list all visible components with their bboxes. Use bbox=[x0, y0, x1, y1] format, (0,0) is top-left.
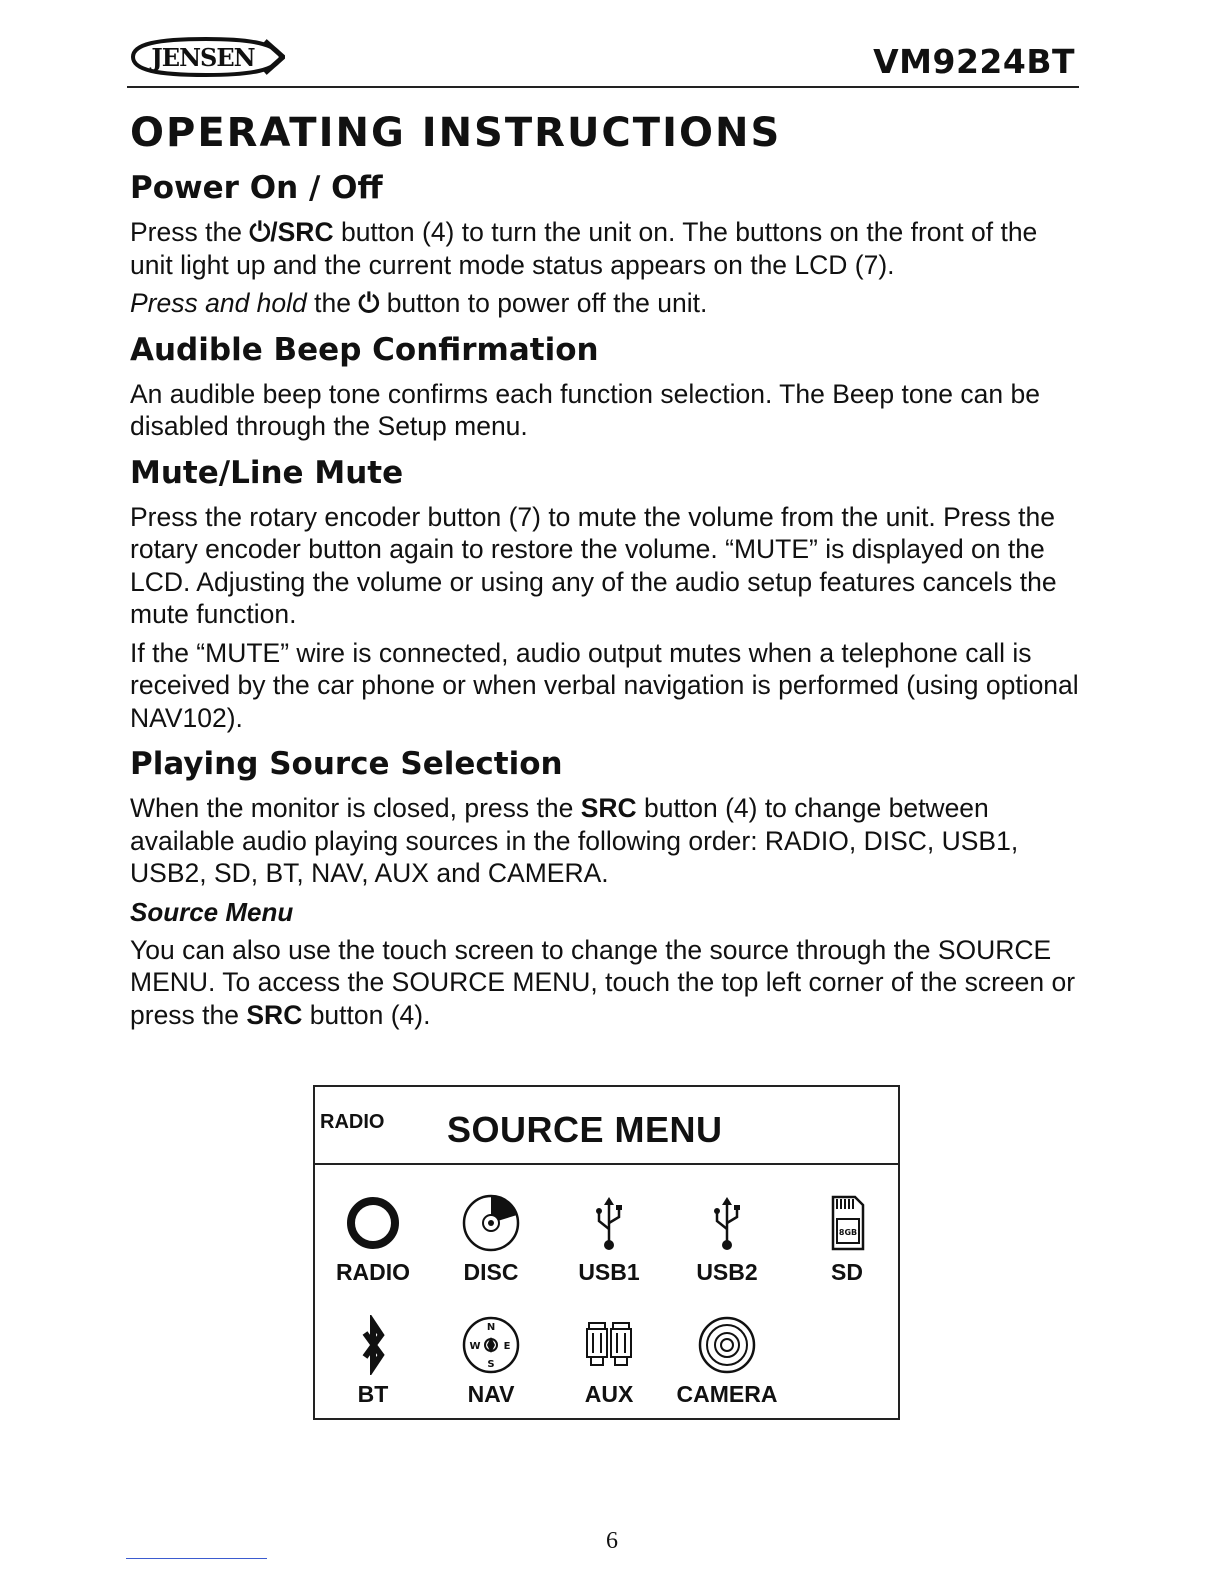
paragraph: If the “MUTE” wire is connected, audio output mutes when a telephone call is received by the car phone or when verbal navigation is performed (using optional NAV102). bbox=[130, 637, 1079, 733]
svg-text:8GB: 8GB bbox=[838, 1228, 858, 1237]
paragraph: Press the rotary encoder button (7) to mute the volume from the unit. Press the rotary encoder button again to restore the volume. “MUTE” is displayed on the LCD. Adjusting the volume or using any of the audio setup features cancels the mute function. bbox=[130, 501, 1057, 629]
power-button-ref: ⏻ bbox=[358, 288, 380, 318]
text: Press and hold bbox=[130, 288, 307, 318]
text: button (4). bbox=[302, 999, 431, 1030]
model-number: VM9224BT bbox=[873, 42, 1075, 81]
source-label: NAV bbox=[467, 1381, 515, 1407]
svg-text:S: S bbox=[487, 1359, 495, 1370]
text: button (4) to turn the unit on. The buttons on the front of the unit light up and the current mode status appears on the LCD (7). bbox=[130, 217, 1038, 280]
text: Press the bbox=[130, 217, 250, 247]
jensen-logo bbox=[127, 36, 285, 83]
svg-text:JENSEN: JENSEN bbox=[151, 43, 255, 72]
section-power bbox=[130, 170, 1080, 320]
section-beep bbox=[130, 332, 1080, 443]
text: When the monitor is closed, press the bbox=[130, 793, 581, 823]
section-source bbox=[130, 746, 1080, 1031]
source-menu-title: SOURCE MENU bbox=[447, 1109, 723, 1150]
text: the bbox=[306, 288, 359, 318]
power-src-button-ref: ⏻/SRC bbox=[249, 217, 334, 247]
paragraph: An audible beep tone confirms each function selection. The Beep tone can be disabled through the Setup menu. bbox=[130, 378, 1040, 441]
source-tile-nav[interactable] bbox=[436, 1315, 546, 1408]
page-number: 6 bbox=[606, 1528, 618, 1554]
source-label: CAMERA bbox=[676, 1381, 778, 1407]
subsection-heading: Source Menu bbox=[130, 896, 294, 927]
src-button-ref: SRC bbox=[580, 793, 637, 823]
source-label: RADIO bbox=[335, 1259, 411, 1285]
footer-divider bbox=[126, 1558, 267, 1559]
source-tile-camera[interactable] bbox=[672, 1315, 782, 1408]
svg-text:W: W bbox=[469, 1341, 481, 1352]
source-tile-bt[interactable] bbox=[318, 1315, 428, 1408]
aux-icon bbox=[579, 1315, 639, 1375]
section-heading: Audible Beep Confirmation bbox=[130, 331, 599, 368]
page-content bbox=[130, 110, 1080, 1043]
section-heading: Playing Source Selection bbox=[130, 746, 563, 782]
radio-icon bbox=[343, 1193, 403, 1253]
paragraph bbox=[130, 216, 1080, 281]
source-tile-sd[interactable] bbox=[792, 1193, 902, 1286]
source-label: SD bbox=[831, 1259, 863, 1285]
current-source-label[interactable]: RADIO bbox=[320, 1111, 385, 1133]
bluetooth-icon bbox=[343, 1315, 403, 1375]
source-label: USB1 bbox=[578, 1259, 640, 1285]
disc-icon bbox=[461, 1193, 521, 1253]
source-tile-disc[interactable] bbox=[436, 1193, 546, 1286]
text: button to power off the unit. bbox=[379, 288, 708, 318]
src-button-ref: SRC bbox=[246, 999, 303, 1030]
camera-icon bbox=[697, 1315, 757, 1375]
section-mute bbox=[130, 455, 1080, 735]
source-tile-usb1[interactable] bbox=[554, 1193, 664, 1286]
source-label: USB2 bbox=[696, 1259, 758, 1285]
svg-text:N: N bbox=[486, 1322, 496, 1333]
page-title: OPERATING INSTRUCTIONS bbox=[130, 110, 782, 156]
page-header bbox=[127, 36, 1079, 88]
section-heading: Power On / Off bbox=[130, 170, 383, 206]
text: You can also use the touch screen to change the source through the SOURCE MENU. To access the SOURCE MENU, touch the top left corner of the screen or press the bbox=[130, 934, 1076, 1030]
text: button (4) to change between available audio playing sources in the following order: RADIO, DISC, USB1, USB2, SD, BT, NAV, AUX and CAMERA. bbox=[130, 793, 1019, 888]
source-tile-aux[interactable] bbox=[554, 1315, 664, 1408]
sd-card-icon bbox=[817, 1193, 877, 1253]
source-menu-header bbox=[315, 1087, 898, 1165]
section-heading: Mute/Line Mute bbox=[130, 454, 404, 491]
usb-icon bbox=[579, 1193, 639, 1253]
paragraph bbox=[130, 934, 1080, 1032]
paragraph bbox=[130, 792, 1080, 890]
source-label: DISC bbox=[463, 1259, 519, 1285]
source-tile-usb2[interactable] bbox=[672, 1193, 782, 1286]
paragraph bbox=[130, 287, 1080, 320]
source-menu-figure bbox=[313, 1085, 900, 1420]
source-tile-radio[interactable] bbox=[318, 1193, 428, 1286]
source-label: BT bbox=[357, 1381, 389, 1407]
source-label: AUX bbox=[584, 1381, 634, 1407]
usb-icon bbox=[697, 1193, 757, 1253]
compass-icon bbox=[461, 1315, 521, 1375]
svg-text:E: E bbox=[503, 1341, 511, 1352]
